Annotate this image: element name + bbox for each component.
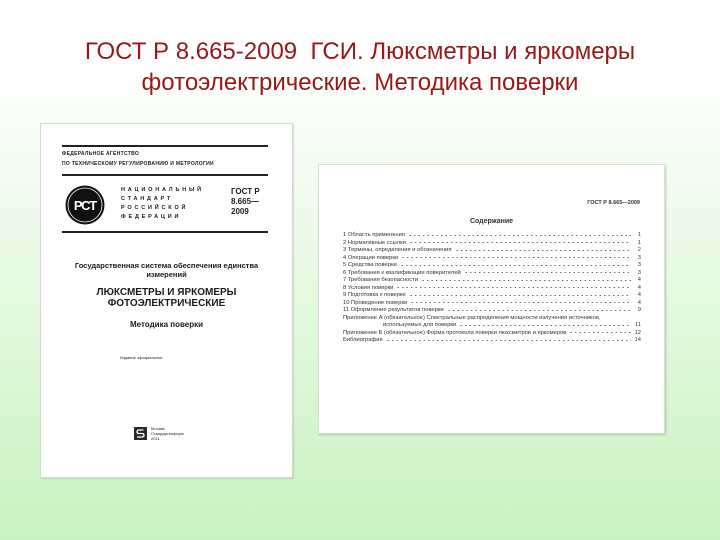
cover-document-subtitle: Методика поверки	[129, 320, 204, 329]
contents-entry-title: 9 Подготовка к поверке	[343, 292, 406, 298]
cover-title-line: ЛЮКСМЕТРЫ И ЯРКОМЕРЫ	[96, 287, 237, 298]
contents-entry	[343, 285, 641, 293]
contents-entry-continuation	[343, 322, 641, 330]
contents-entry-title: 5 Средства поверки	[343, 262, 397, 268]
cover-designation	[231, 187, 260, 217]
cover-title-line: ФОТОЭЛЕКТРИЧЕСКИЕ	[107, 297, 226, 309]
contents-entry-page: 4	[637, 292, 641, 298]
cover-document-title	[41, 288, 292, 309]
contents-entry-title: 7 Требования безопасности	[343, 277, 419, 283]
contents-entry	[343, 270, 641, 278]
contents-entry-page: 3	[637, 262, 641, 268]
dot-leader	[396, 287, 631, 288]
cover-standard-type-line: ФЕДЕРАЦИИ	[121, 214, 182, 220]
dot-leader	[569, 332, 631, 333]
cover-publisher	[151, 426, 184, 441]
contents-heading: Содержание	[469, 218, 514, 225]
dot-leader	[459, 325, 631, 326]
cover-publisher-line: 2011	[151, 436, 160, 441]
contents-entry-page: 3	[637, 254, 641, 261]
cover-system-line: Государственная система обеспечения единства	[74, 261, 259, 270]
contents-entry-title-continuation: используемых для поверки	[383, 322, 457, 328]
contents-entry-page: 12	[634, 329, 641, 336]
dot-leader	[409, 242, 631, 243]
slide-title	[0, 36, 720, 98]
cover-publisher-line: Стандартинформ	[151, 431, 184, 436]
dot-leader	[409, 295, 631, 296]
contents-entry-page: 1	[637, 232, 641, 238]
contents-page-header: ГОСТ Р 8.665—2009	[587, 200, 640, 206]
contents-entry-title: 8 Условия поверки	[343, 284, 394, 291]
contents-entry	[343, 330, 641, 338]
contents-entry-page: 9	[637, 307, 641, 313]
dot-leader	[408, 235, 631, 236]
contents-entry	[343, 337, 641, 345]
cover-top-rule	[62, 145, 268, 147]
cover-agency-line-1: ФЕДЕРАЛЬНОЕ АГЕНТСТВО	[62, 151, 140, 157]
contents-entry-title: 1 Область применения	[343, 232, 406, 238]
dot-leader	[386, 340, 631, 341]
cover-designation-line: ГОСТ Р	[231, 187, 260, 196]
contents-entry	[343, 262, 641, 270]
contents-entry-page: 14	[634, 337, 641, 343]
contents-entry-title: 2 Нормативные ссылки	[343, 239, 406, 246]
contents-entry-page: 3	[637, 269, 641, 276]
cover-system-name	[41, 261, 292, 279]
gost-r-logo-icon	[65, 185, 105, 225]
dot-leader	[455, 250, 631, 251]
contents-entry-page: 1	[637, 239, 641, 246]
contents-entry	[343, 277, 641, 285]
contents-entry	[343, 292, 641, 300]
contents-entry-title: 10 Проведение поверки	[343, 299, 408, 306]
contents-entry	[343, 315, 641, 323]
cover-standard-type	[121, 186, 204, 222]
contents-entry-title: Библиография	[343, 337, 383, 343]
cover-system-line: измерений	[146, 270, 187, 279]
contents-entry-page: 4	[637, 277, 641, 283]
dot-leader	[410, 302, 631, 303]
dot-leader	[421, 280, 631, 281]
cover-publisher-line: Москва	[151, 426, 165, 431]
cover-header-rule	[62, 231, 268, 233]
cover-standard-type-line: РОССИЙСКОЙ	[121, 205, 189, 211]
slide-title-line-1: ГОСТ Р 8.665-2009 ГСИ. Люксметры и яркомеры	[84, 38, 636, 65]
contents-entry-title: Приложение Б (обязательное) Форма протокола поверки люксметров и яркомеров	[343, 329, 567, 336]
contents-entry	[343, 307, 641, 315]
contents-entry	[343, 300, 641, 308]
contents-entry	[343, 240, 641, 248]
standard-cover-page-image	[40, 123, 293, 478]
contents-entry	[343, 255, 641, 263]
contents-entry-title: 3 Термины, определения и обозначения	[343, 247, 452, 253]
contents-entry-page: 4	[637, 284, 641, 291]
cover-edition-note: Издание официальное	[120, 355, 163, 360]
gost-r-logo-lettering: РСТ	[73, 198, 97, 213]
contents-entry-title: 11 Оформление результатов поверки	[343, 307, 444, 313]
cover-agency-rule	[62, 174, 268, 176]
cover-designation-line: 2009	[231, 207, 249, 216]
contents-entry-page: 4	[637, 299, 641, 306]
contents-entry	[343, 232, 641, 240]
slide-title-line-2: фотоэлектрические. Методика поверки	[141, 69, 579, 96]
dot-leader	[447, 310, 631, 311]
contents-entry-title: 6 Требования к квалификации поверителей	[343, 269, 461, 276]
standartinform-logo-icon	[134, 427, 147, 440]
contents-entry	[343, 247, 641, 255]
contents-list	[343, 232, 641, 345]
contents-entry-page: 2	[637, 247, 641, 253]
dot-leader	[400, 265, 631, 266]
contents-page-image	[318, 164, 665, 434]
dot-leader	[401, 257, 631, 258]
cover-agency-line-2: ПО ТЕХНИЧЕСКОМУ РЕГУЛИРОВАНИЮ И МЕТРОЛОГИИ	[62, 161, 214, 167]
cover-standard-type-line: НАЦИОНАЛЬНЫЙ	[121, 187, 204, 193]
dot-leader	[464, 272, 631, 273]
contents-entry-title: Приложение А (обязательное) Спектральные распределения мощности излучения источников,	[343, 314, 601, 321]
cover-standard-type-line: СТАНДАРТ	[121, 196, 174, 202]
contents-entry-page: 11	[634, 322, 641, 328]
cover-designation-line: 8.665—	[231, 197, 260, 206]
contents-entry-title: 4 Операции поверки	[343, 254, 399, 261]
